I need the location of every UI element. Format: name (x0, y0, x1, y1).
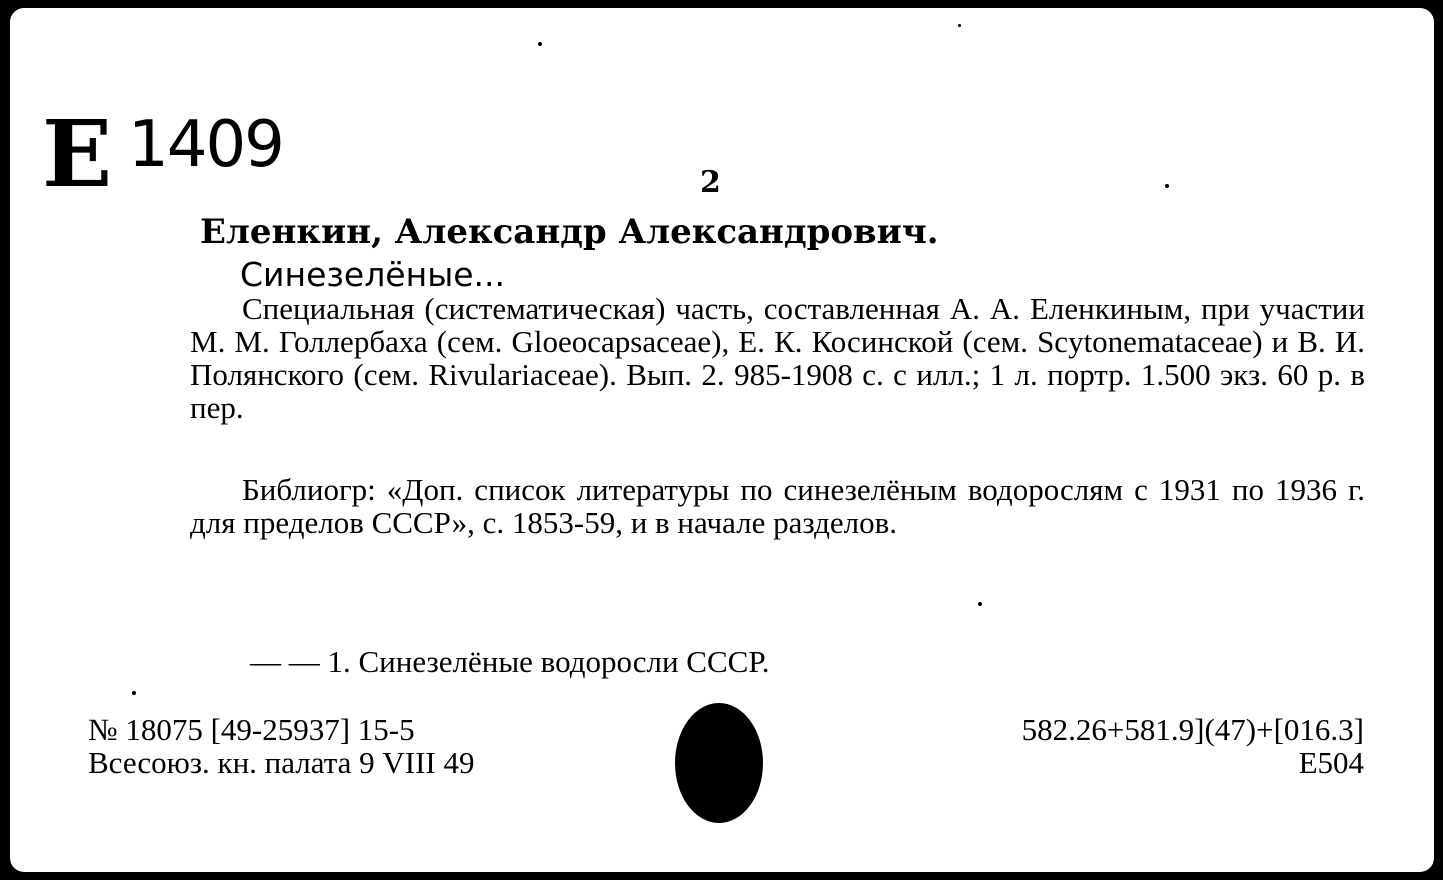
punch-hole (675, 703, 763, 823)
registration-info (88, 713, 475, 779)
chamber-date: Всесоюз. кн. палата 9 VIII 49 (88, 745, 475, 780)
call-number-handwritten: 1409 (128, 108, 283, 182)
dust-speck (538, 42, 542, 46)
call-letter: Е (42, 100, 113, 208)
dust-speck (132, 691, 136, 695)
classification-info (1022, 713, 1364, 779)
catalog-card (10, 8, 1434, 872)
series-note: — — 1. Синезелёные водоросли СССР. (250, 644, 770, 679)
bibliography-note: Библиогр: «Доп. список литературы по синезелёным водорослям с 1931 по 1936 г. для пределов СССР», с. 1853-59, и в начале разделов. (190, 472, 1365, 540)
classification-code: 582.26+581.9](47)+[016.3] (1021, 712, 1364, 747)
dust-speck (958, 24, 961, 27)
card-number: 2 (700, 165, 721, 200)
book-title: Синезелёные... (240, 255, 506, 294)
dust-speck (978, 602, 982, 606)
author-heading: Еленкин, Александр Александрович. (200, 212, 939, 252)
description-paragraph: Специальная (систематическая) часть, составленная А. А. Еленкиным, при участии М. М. Голлербаха (сем. Gloeocapsaceae), Е. К. Косинской (сем. Scytonemataceae) и В. И. Полянского (сем. Rivulariaceae). Вып. 2. 985-1908 с. с илл.; 1 л. портр. 1.500 экз. 60 р. в пер. (190, 291, 1365, 425)
dust-speck (1165, 184, 1169, 188)
registration-number: № 18075 [49-25937] 15-5 (88, 712, 415, 747)
shelf-code: Е504 (1298, 745, 1364, 780)
